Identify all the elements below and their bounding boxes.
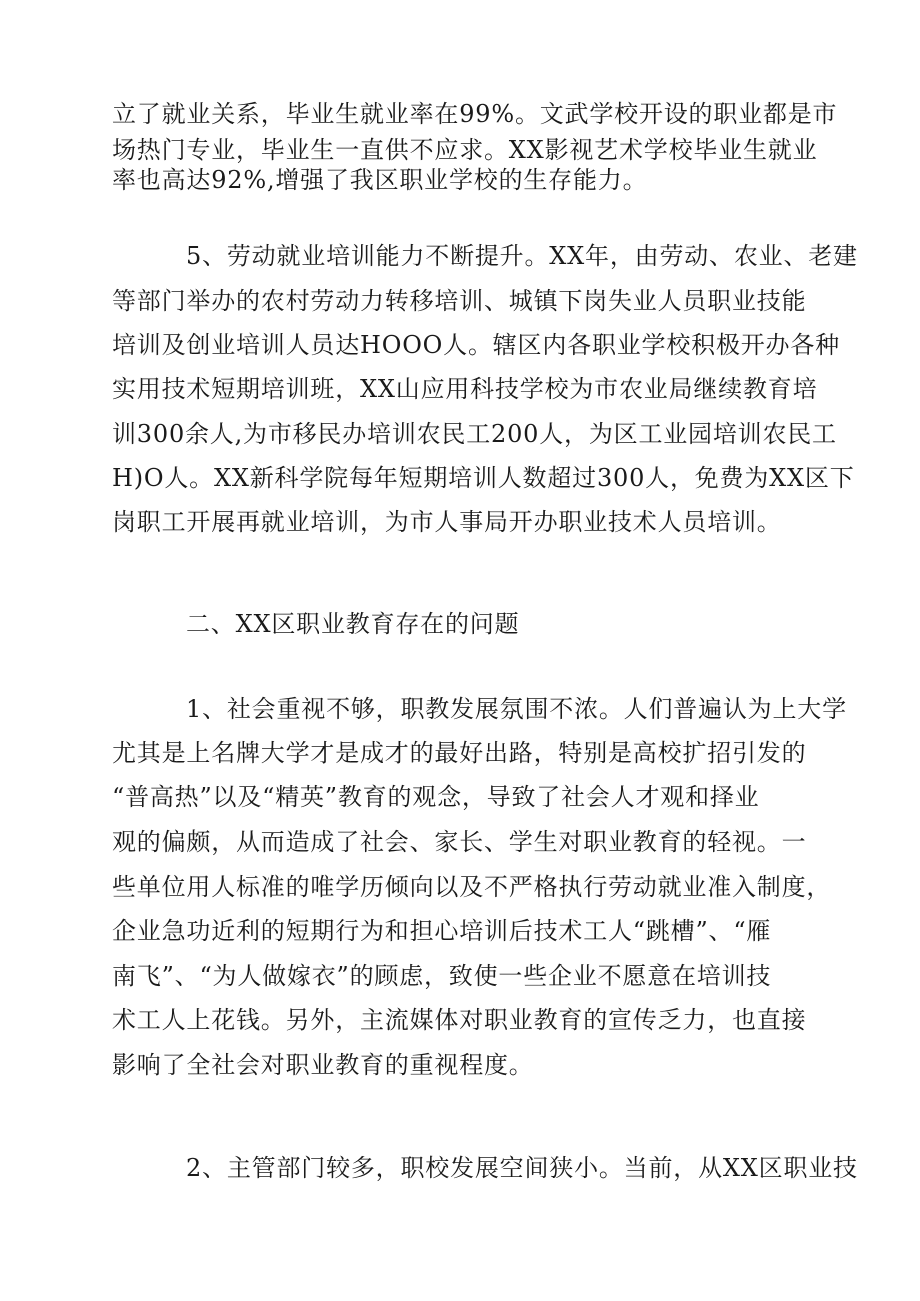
text-line: 1、社会重视不够，职教发展氛围不浓。人们普遍认为上大学 — [186, 695, 847, 723]
text-line: 影响了全社会对职业教育的重视程度。 — [112, 1051, 534, 1079]
text-line: 等部门举办的农村劳动力转移培训、城镇下岗失业人员职业技能 — [112, 287, 807, 315]
text-line: 训300余人,为市移民办培训农民工200人，为区工业园培训农民工 — [112, 420, 837, 448]
text-line: 南飞”、“为人做嫁衣”的顾虑，致使一些企业不愿意在培训技 — [112, 962, 772, 990]
text-line: 实用技术短期培训班，XX山应用科技学校为市农业局继续教育培 — [112, 375, 818, 403]
text-line: 场热门专业，毕业生一直供不应求。XX影视艺术学校毕业生就业 — [112, 136, 818, 164]
text-line: 尤其是上名牌大学才是成才的最好出路，特别是高校扩招引发的 — [112, 739, 807, 767]
text-line: 2、主管部门较多，职校发展空间狭小。当前，从XX区职业技 — [186, 1154, 858, 1182]
text-line: 5、劳动就业培训能力不断提升。XX年，由劳动、农业、老建 — [186, 242, 858, 270]
text-line: 术工人上花钱。另外，主流媒体对职业教育的宣传乏力，也直接 — [112, 1006, 807, 1034]
text-line: 些单位用人标准的唯学历倾向以及不严格执行劳动就业准入制度， — [112, 873, 832, 901]
text-line: 率也高达92%,增强了我区职业学校的生存能力。 — [112, 166, 648, 194]
text-line: 观的偏颇，从而造成了社会、家长、学生对职业教育的轻视。一 — [112, 828, 807, 856]
text-line: H)O人。XX新科学院每年短期培训人数超过300人，免费为XX区下 — [112, 464, 855, 492]
text-line: 立了就业关系，毕业生就业率在99%。文武学校开设的职业都是市 — [112, 100, 838, 128]
text-line: “普高热”以及“精英”教育的观念，导致了社会人才观和择业 — [112, 783, 760, 811]
section-heading: 二、XX区职业教育存在的问题 — [186, 610, 520, 638]
text-line: 培训及创业培训人员达HOOO人。辖区内各职业学校积极开办各种 — [112, 331, 840, 359]
text-line: 企业急功近利的短期行为和担心培训后技术工人“跳槽”、“雁 — [112, 917, 772, 945]
text-line: 岗职工开展再就业培训，为市人事局开办职业技术人员培训。 — [112, 508, 782, 536]
